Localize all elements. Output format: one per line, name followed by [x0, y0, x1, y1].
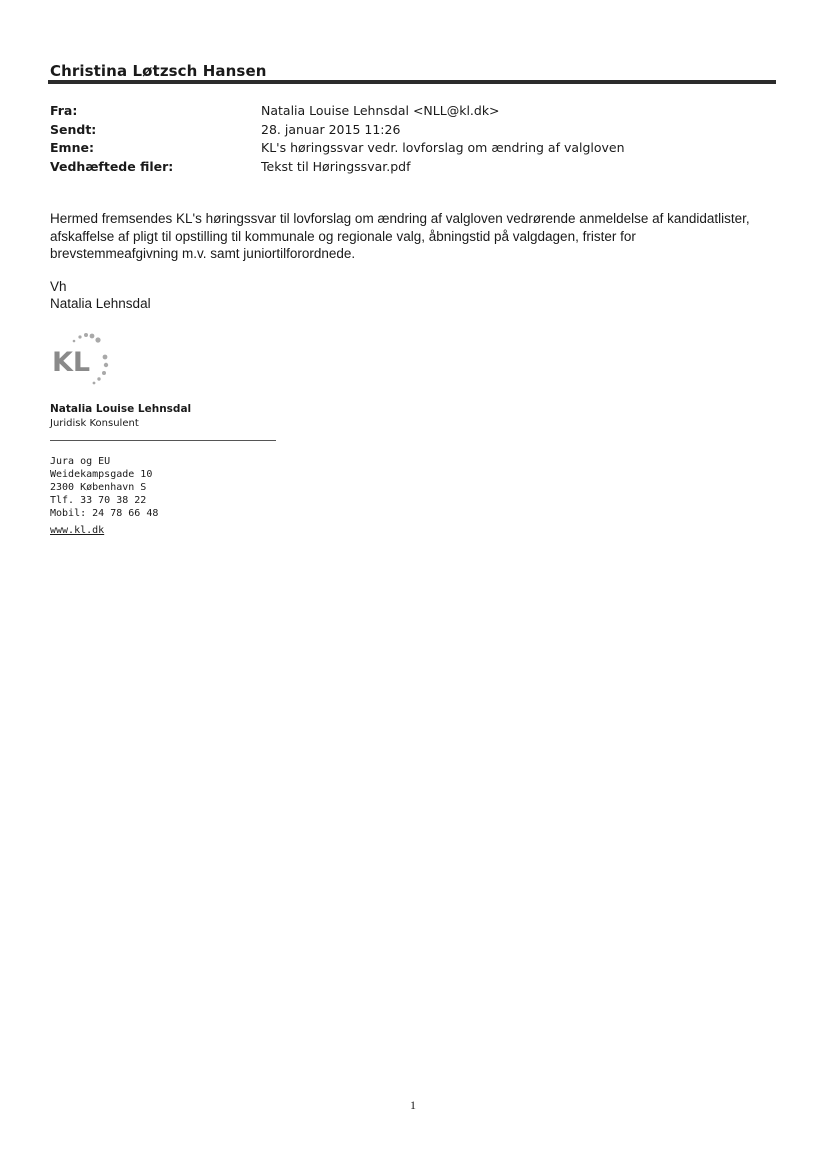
signature-department: Jura og EU [50, 456, 111, 467]
subject-label: Emne: [50, 140, 94, 155]
from-value: Natalia Louise Lehnsdal <NLL@kl.dk> [261, 103, 500, 118]
body-line: afskaffelse af pligt til opstilling til kommunale og regionale valg, åbningstid på valgdagen, frister for [50, 228, 636, 244]
header-divider [48, 80, 776, 84]
signature-divider [50, 440, 276, 441]
email-body [50, 210, 780, 263]
page-number: 1 [410, 1098, 416, 1112]
signature-phone: Tlf. 33 70 38 22 [50, 495, 147, 506]
attachments-label: Vedhæftede filer: [50, 159, 174, 174]
logo-text: KL [52, 347, 91, 378]
signature-street: Weidekampsgade 10 [50, 469, 153, 480]
website-link[interactable]: www.kl.dk [50, 525, 105, 536]
mailbox-owner: Christina Løtzsch Hansen [50, 62, 267, 80]
attachment-file[interactable]: Tekst til Høringssvar.pdf [261, 159, 411, 174]
body-line: Hermed fremsendes KL's høringssvar til lovforslag om ændring af valgloven vedrørende anmeldelse af kandidatlister, [50, 211, 750, 226]
signature-mobile: Mobil: 24 78 66 48 [50, 508, 159, 519]
sent-value: 28. januar 2015 11:26 [261, 122, 401, 137]
signature-city: 2300 København S [50, 482, 147, 493]
signature-name: Natalia Louise Lehnsdal [50, 403, 192, 415]
sender-short-name: Natalia Lehnsdal [50, 296, 151, 311]
body-line: brevstemmeafgivning m.v. samt juniortilforordnede. [50, 246, 356, 261]
signature-title: Juridisk Konsulent [50, 418, 139, 429]
from-label: Fra: [50, 103, 78, 118]
subject-value: KL's høringssvar vedr. lovforslag om ændring af valgloven [261, 140, 625, 155]
greeting: Vh [50, 279, 67, 294]
sent-label: Sendt: [50, 122, 97, 137]
kl-logo [50, 330, 120, 386]
